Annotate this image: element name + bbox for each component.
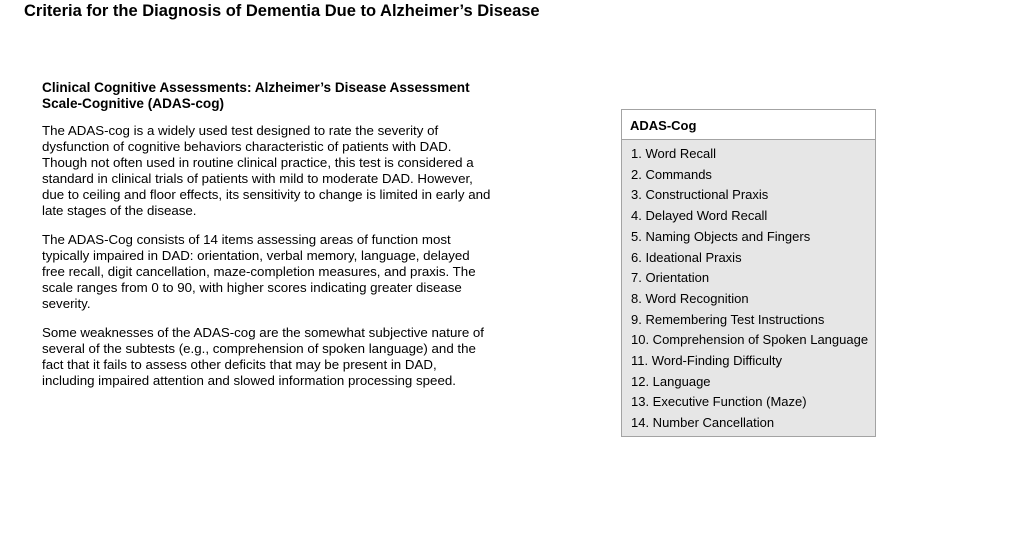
paragraph-items: The ADAS-Cog consists of 14 items assessing areas of function most typically impaired in DAD: orientation, verbal memory, language, delayed free recall, digit cancellation, maze-completion measures, and praxis. The scale ranges from 0 to 90, with higher scores indicating greater disease severity. [42, 232, 476, 311]
paragraph-overview: The ADAS-cog is a widely used test designed to rate the severity of dysfunction of cognitive behaviors characteristic of patients with DAD. Though not often used in routine clinical practice, this test is considered a standard in clinical trials of patients with mild to moderate DAD. However, due to ceiling and floor effects, its sensitivity to change is limited in early and late stages of the disease. [42, 123, 491, 218]
list-item: 8. Word Recognition [631, 290, 749, 306]
list-item: 4. Delayed Word Recall [631, 208, 768, 224]
list-item: 13. Executive Function (Maze) [631, 394, 807, 410]
list-item: 12. Language [631, 373, 711, 389]
list-item: 10. Comprehension of Spoken Language [631, 332, 869, 348]
main-content [42, 80, 492, 402]
list-item: 9. Remembering Test Instructions [631, 311, 825, 327]
box-title: ADAS-Cog [622, 110, 875, 140]
list-item: 5. Naming Objects and Fingers [631, 228, 811, 244]
list-item: 6. Ideational Praxis [631, 249, 742, 265]
page-title: Criteria for the Diagnosis of Dementia Due to Alzheimer’s Disease [24, 2, 540, 20]
items-list [622, 140, 875, 436]
list-item: 3. Constructional Praxis [631, 187, 769, 203]
list-item: 14. Number Cancellation [631, 415, 775, 431]
paragraph-weaknesses: Some weaknesses of the ADAS-cog are the somewhat subjective nature of several of the subtests (e.g., comprehension of spoken language) and the fact that it fails to assess other deficits that may be present in DAD, including impaired attention and slowed information processing speed. [42, 325, 484, 388]
list-item: 2. Commands [631, 166, 712, 182]
list-item: 1. Word Recall [631, 146, 717, 161]
section-heading: Clinical Cognitive Assessments: Alzheimer’s Disease Assessment Scale-Cognitive (ADAS-cog) [42, 80, 470, 111]
list-item: 11. Word-Finding Difficulty [631, 353, 783, 369]
list-item: 7. Orientation [631, 270, 710, 286]
adas-cog-items-box [621, 109, 876, 437]
